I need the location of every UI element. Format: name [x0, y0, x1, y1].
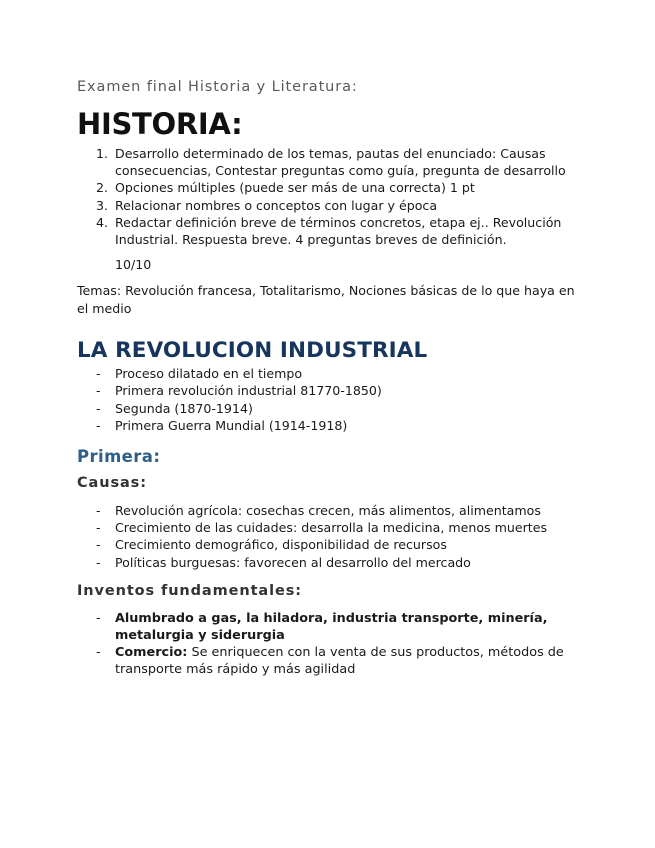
inventos-list — [77, 610, 587, 679]
list-item: - Segunda (1870-1914) — [96, 400, 253, 416]
list-item: 2. Opciones múltiples (puede ser más de una correcta) 1 pt — [96, 180, 475, 196]
document-page — [77, 76, 587, 679]
list-item: - Crecimiento de las cuidades: desarrolla la medicina, menos muertes — [96, 520, 548, 536]
document-subtitle: Examen final Historia y Literatura: — [77, 79, 358, 95]
temas-paragraph: Temas: Revolución francesa, Totalitarismo, Nociones básicas de lo que haya en el medio — [77, 283, 575, 316]
historia-numbered-list — [77, 145, 587, 248]
list-item: - Proceso dilatado en el tiempo — [96, 366, 303, 382]
list-item: - Revolución agrícola: cosechas crecen, más alimentos, alimentamos — [96, 503, 541, 519]
causas-list — [77, 502, 587, 571]
list-item: - Primera revolución industrial 81770-1850) — [96, 383, 382, 399]
inventos-heading: Inventos fundamentales: — [77, 582, 302, 599]
primera-heading: Primera: — [77, 447, 161, 467]
list-item: - Políticas burguesas: favorecen al desarrollo del mercado — [96, 554, 471, 570]
list-item: - Alumbrado a gas, la hiladora, industria transporte, minería, metalurgia y siderurgia — [96, 610, 548, 644]
list-item: 4. Redactar definición breve de términos concretos, etapa ej.. Revolución Industrial. Respuesta breve. 4 preguntas breves de definición. — [96, 214, 562, 248]
causas-heading: Causas: — [77, 475, 147, 492]
list-item: 3. Relacionar nombres o conceptos con lugar y época — [96, 197, 438, 213]
revolucion-heading: LA REVOLUCION INDUSTRIAL — [77, 338, 428, 364]
historia-title: HISTORIA: — [77, 107, 243, 141]
list-item: - Primera Guerra Mundial (1914-1918) — [96, 417, 348, 433]
list-item: 1. Desarrollo determinado de los temas, pautas del enunciado: Causas consecuencias, Contestar preguntas como guía, pregunta de desarrollo — [96, 146, 566, 179]
list-item: - Crecimiento demográfico, disponibilidad de recursos — [96, 537, 447, 553]
revolucion-list — [77, 365, 587, 434]
list-item: - Comercio: Se enriquecen con la venta de sus productos, métodos de transporte más rápido y más agilidad — [96, 645, 564, 678]
score-text: 10/10 — [115, 257, 152, 273]
